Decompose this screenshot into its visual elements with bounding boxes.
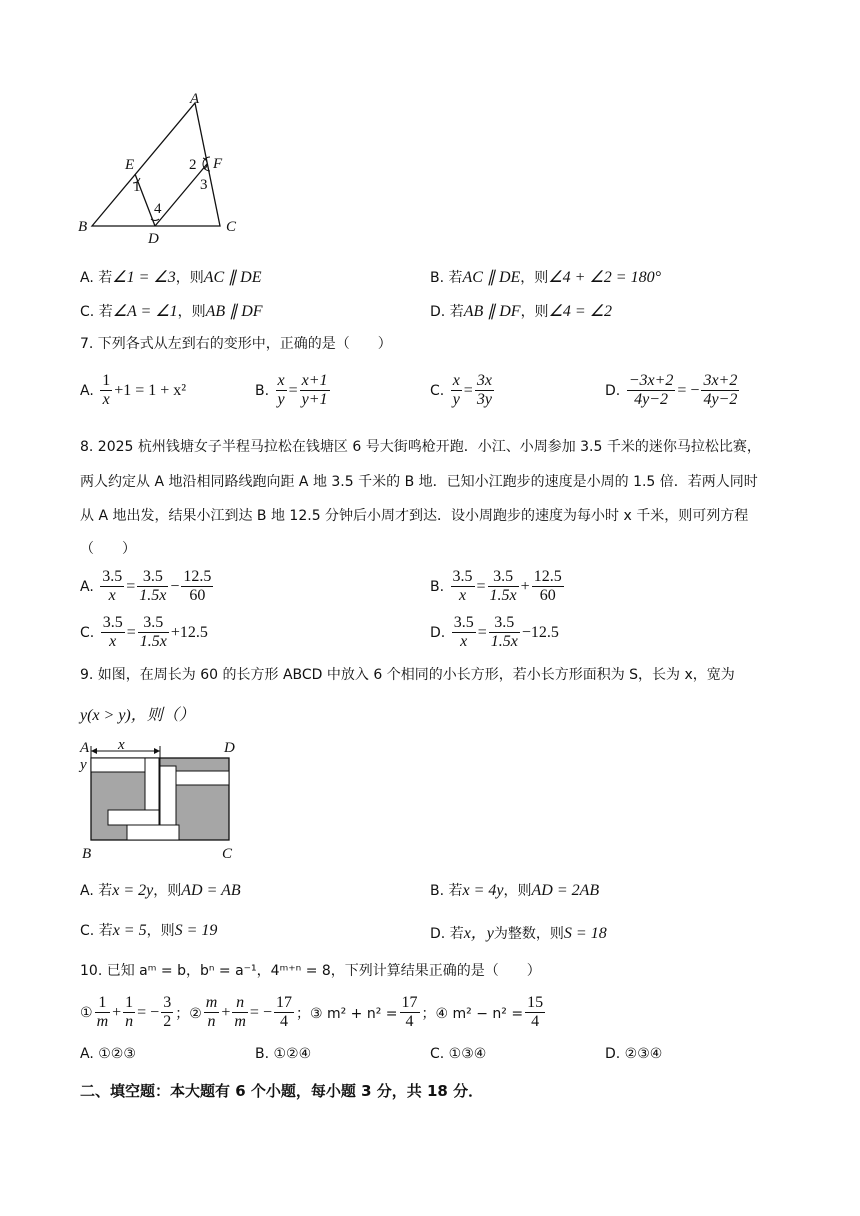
q7-option-a[interactable]: A. $\frac{1}{x}$ +1 = 1 + x² <box>80 372 187 408</box>
q8-line-2: 两人约定从 A 地沿相同路线跑向距 A 地 3.5 千米的 B 地．已知小江跑步的速度是小周的 1.5 倍．若两人同时 <box>80 474 758 490</box>
label-D: D <box>224 740 235 756</box>
label-B: B <box>78 219 88 235</box>
label-B: B <box>82 846 92 862</box>
q6-option-a[interactable]: A. 若∠1 = ∠3，则AC ∥ DE <box>80 269 262 286</box>
q10-option-d[interactable]: D. ②③④ <box>605 1046 663 1062</box>
q7-stem: 7. 下列各式从左到右的变形中，正确的是（ ） <box>80 336 392 352</box>
q8-line-3: 从 A 地出发，结果小江到达 B 地 12.5 分钟后小周才到达．设小周跑步的速度为每小时 x 千米，则可列方程 <box>80 508 749 524</box>
q10-option-a[interactable]: A. ①②③ <box>80 1046 136 1062</box>
q6-option-d[interactable]: D. 若AB ∥ DF，则∠4 = ∠2 <box>430 303 613 320</box>
q9-option-d[interactable]: D. 若x，y为整数，则S = 18 <box>430 925 607 942</box>
q9-option-c[interactable]: C. 若x = 5，则S = 19 <box>80 922 218 939</box>
svg-text:4: 4 <box>154 201 162 217</box>
q9-line-2: y(x > y)，则（） <box>80 707 195 724</box>
q6-option-c[interactable]: C. 若∠A = ∠1，则AB ∥ DF <box>80 303 263 320</box>
label-A: A <box>80 740 90 756</box>
q10-option-b[interactable]: B. ①②④ <box>255 1046 312 1062</box>
q6-option-b[interactable]: B. 若AC ∥ DE，则∠4 + ∠2 = 180° <box>430 269 661 286</box>
q8-option-c[interactable]: C. $\frac{3.5}{x}$ = $\frac{3.5}{1.5x}$ +12.5 <box>80 614 208 650</box>
q8-option-d[interactable]: D. $\frac{3.5}{x}$ = $\frac{3.5}{1.5x}$ −12.5 <box>430 614 559 650</box>
q9-line-1: 9. 如图，在周长为 60 的长方形 ABCD 中放入 6 个相同的小长方形，若小长方形面积为 S，长为 x，宽为 <box>80 667 735 683</box>
q8-option-a[interactable]: A. $\frac{3.5}{x}$ = $\frac{3.5}{1.5x}$ − $\frac{12.5}{60}$ <box>80 568 212 604</box>
label-y: y <box>80 757 87 773</box>
label-D: D <box>148 231 159 245</box>
q10-stem: 10. 已知 aᵐ = b，bⁿ = a⁻¹，4ᵐ⁺ⁿ = 8，下列计算结果正确的是（ ） <box>80 963 541 979</box>
svg-text:1: 1 <box>133 179 141 195</box>
q9-option-a[interactable]: A. 若x = 2y，则AD = AB <box>80 882 241 899</box>
q8-line-4: （ ） <box>80 541 136 557</box>
q7-option-c[interactable]: C. $\frac{x}{y}$ = $\frac{3x}{3y}$ <box>430 372 492 408</box>
svg-text:2: 2 <box>189 157 197 173</box>
label-C: C <box>222 846 233 862</box>
label-C: C <box>226 219 237 235</box>
label-E: E <box>125 157 135 173</box>
q9-option-b[interactable]: B. 若x = 4y，则AD = 2AB <box>430 882 600 899</box>
svg-text:3: 3 <box>200 177 208 193</box>
label-x: x <box>118 737 125 753</box>
q10-statements: ① $\frac{1}{m}$ + $\frac{1}{n}$ = − $\frac{3}{2}$ ；② $\frac{m}{n}$ + $\frac{n}{m}$ = − $\frac{17}{4}$ ；③ m² + n² = $\frac{17}{4}$ ；④ m² − n² = $\frac{15}{4}$ <box>80 994 544 1030</box>
rectangle-figure <box>74 736 244 864</box>
q7-option-b[interactable]: B. $\frac{x}{y}$ = $\frac{x+1}{y+1}$ <box>255 372 328 408</box>
q8-option-b[interactable]: B. $\frac{3.5}{x}$ = $\frac{3.5}{1.5x}$ + $\frac{12.5}{60}$ <box>430 568 562 604</box>
q10-option-c[interactable]: C. ①③④ <box>430 1046 487 1062</box>
section-heading: 二、填空题：本大题有 6 个小题，每小题 3 分，共 18 分． <box>80 1082 484 1100</box>
label-F: F <box>213 156 223 172</box>
q8-line-1: 8. 2025 杭州钱塘女子半程马拉松在钱塘区 6 号大街鸣枪开跑．小江、小周参加 3.5 千米的迷你马拉松比赛， <box>80 439 761 455</box>
q7-option-d[interactable]: D. $\frac{-3x+2}{4y-2}$ = − $\frac{3x+2}{4y-2}$ <box>605 372 738 408</box>
label-A: A <box>190 91 200 107</box>
triangle-figure <box>70 85 250 245</box>
